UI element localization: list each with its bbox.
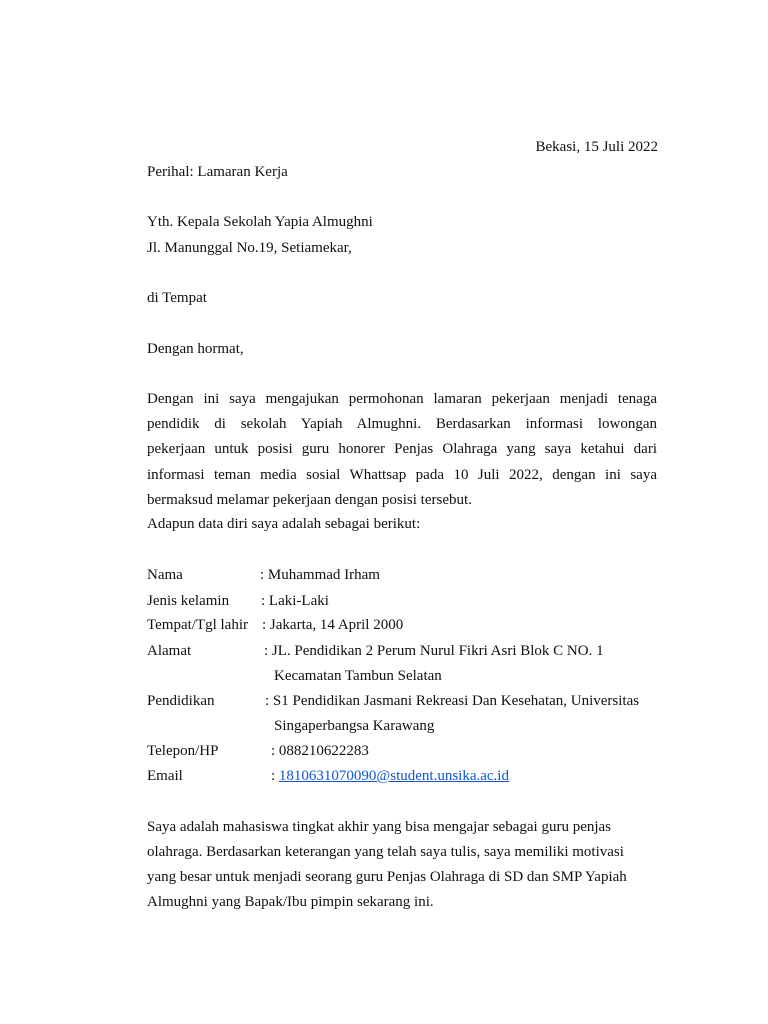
education-value: : S1 Pendidikan Jasmani Rekreasi Dan Kesehatan, Universitas — [265, 693, 640, 709]
phone-label: Telepon/HP — [147, 743, 219, 759]
email-colon: : — [271, 768, 276, 784]
paragraph-1-line: Dengan ini saya mengajukan permohonan lamaran pekerjaan menjadi tenaga — [147, 391, 657, 407]
subject-line: Perihal: Lamaran Kerja — [147, 164, 288, 180]
paragraph-2-line: yang besar untuk menjadi seorang guru Penjas Olahraga di SD dan SMP Yapiah — [147, 869, 627, 885]
paragraph-1-line: bermaksud melamar pekerjaan dengan posisi tersebut. — [147, 492, 472, 508]
phone-value: : 088210622283 — [271, 743, 369, 759]
education-value-continued: Singaperbangsa Karawang — [274, 718, 435, 734]
birth-label: Tempat/Tgl lahir — [147, 617, 249, 633]
recipient-name: Yth. Kepala Sekolah Yapia Almughni — [147, 214, 373, 230]
greeting: Dengan hormat, — [147, 341, 244, 357]
paragraph-2-line: Almughni yang Bapak/Ibu pimpin sekarang ini. — [147, 894, 434, 910]
email-row — [271, 767, 509, 785]
paragraph-2-line: Saya adalah mahasiswa tingkat akhir yang bisa mengajar sebagai guru penjas — [147, 819, 612, 835]
gender-value: : Laki-Laki — [261, 593, 329, 609]
name-label: Nama — [147, 567, 183, 583]
email-link[interactable]: 1810631070090@student.unsika.ac.id — [278, 768, 509, 784]
recipient-address: Jl. Manunggal No.19, Setiamekar, — [147, 240, 352, 256]
intro-data: Adapun data diri saya adalah sebagai berikut: — [147, 516, 421, 532]
place-date: Bekasi, 15 Juli 2022 — [535, 139, 658, 155]
name-value: : Muhammad Irham — [260, 567, 380, 583]
paragraph-2-line: olahraga. Berdasarkan keterangan yang telah saya tulis, saya memiliki motivasi — [147, 844, 624, 860]
address-label: Alamat — [147, 643, 192, 659]
birth-value: : Jakarta, 14 April 2000 — [262, 617, 404, 633]
email-label: Email — [147, 768, 183, 784]
recipient-place: di Tempat — [147, 290, 207, 306]
address-value: : JL. Pendidikan 2 Perum Nurul Fikri Asri Blok C NO. 1 — [264, 643, 604, 659]
address-value-continued: Kecamatan Tambun Selatan — [274, 668, 442, 684]
gender-label: Jenis kelamin — [147, 593, 230, 609]
paragraph-1-line: pekerjaan untuk posisi guru honorer Penjas Olahraga yang saya ketahui dari — [147, 441, 657, 457]
paragraph-1-line: pendidik di sekolah Yapiah Almughni. Berdasarkan informasi lowongan — [147, 416, 657, 432]
paragraph-1-line: informasi teman media sosial Whattsap pada 10 Juli 2022, dengan ini saya — [147, 467, 657, 483]
education-label: Pendidikan — [147, 693, 215, 709]
